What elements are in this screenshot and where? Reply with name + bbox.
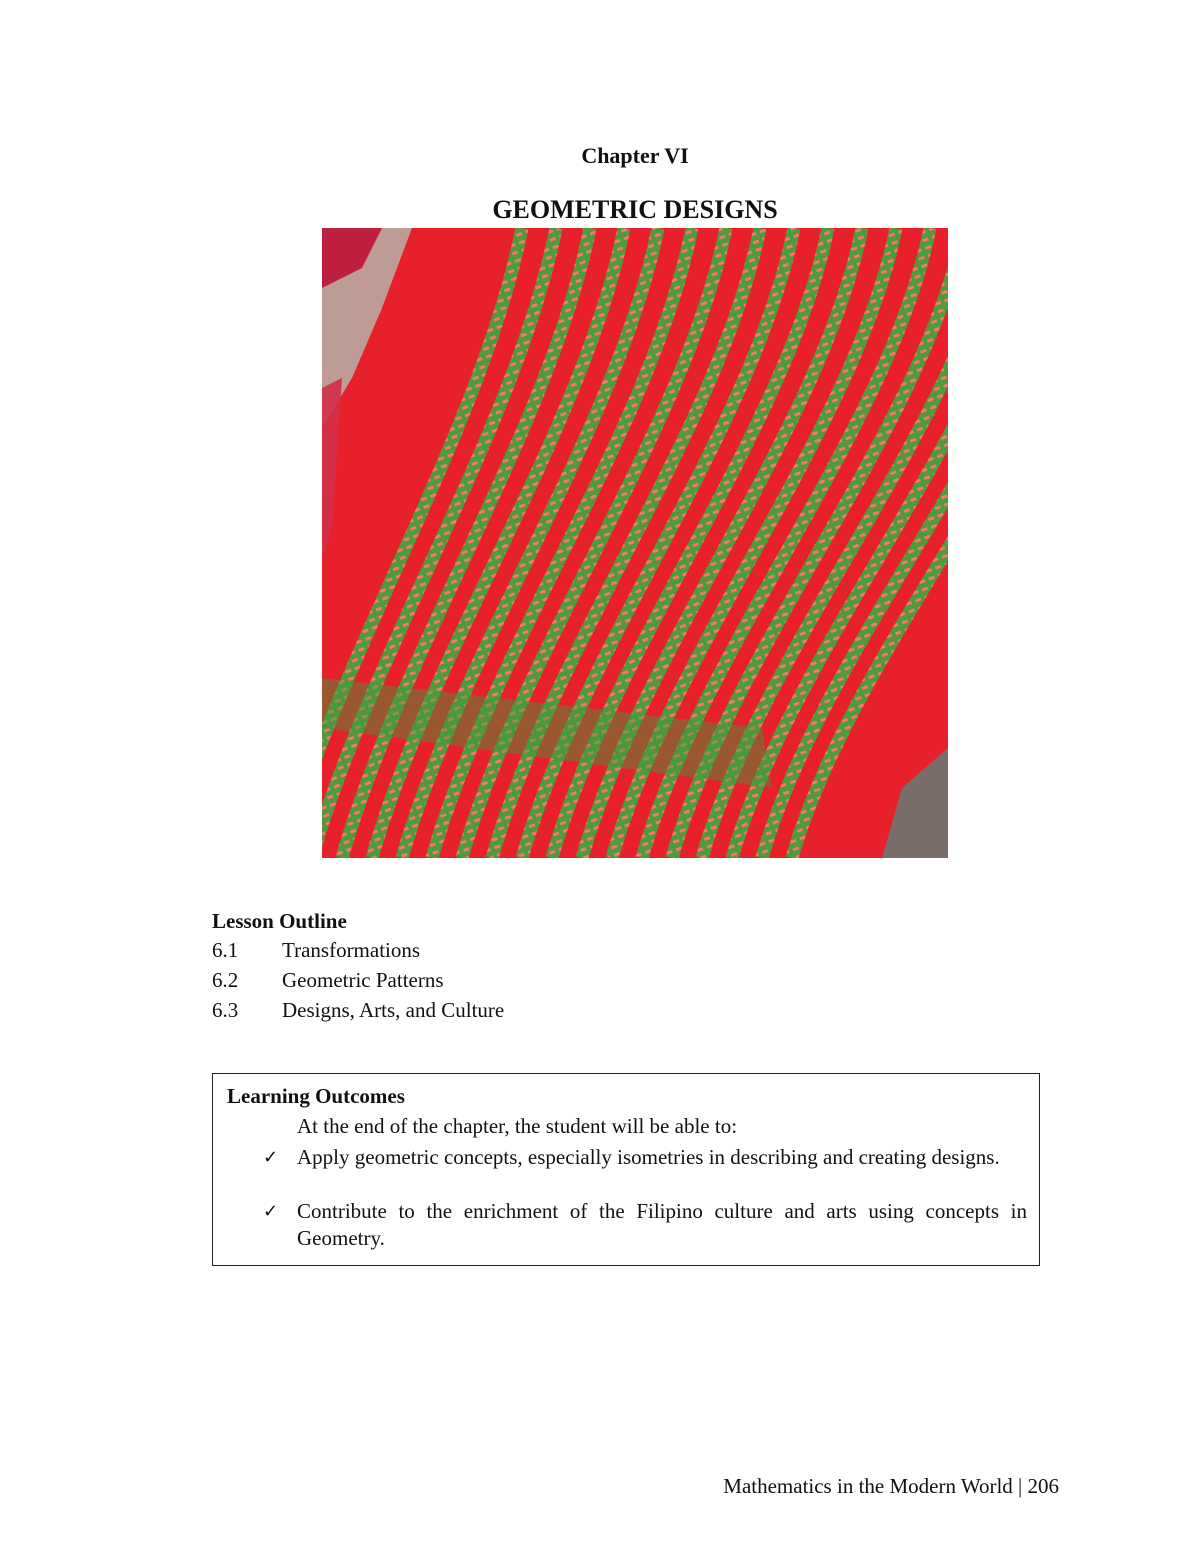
check-icon: ✓	[263, 1201, 279, 1222]
learning-outcome-item	[263, 1198, 1027, 1252]
learning-outcomes-box	[212, 1073, 1040, 1266]
outline-item-number: 6.1	[212, 938, 239, 962]
chapter-title: GEOMETRIC DESIGNS	[492, 195, 778, 224]
outline-item-number: 6.2	[212, 968, 239, 992]
outline-item	[212, 967, 612, 997]
outline-item-number: 6.3	[212, 998, 239, 1022]
chapter-label: Chapter VI	[581, 143, 689, 168]
lesson-outline-list	[212, 937, 612, 1027]
outline-item-title: Designs, Arts, and Culture	[282, 998, 505, 1022]
outline-item	[212, 937, 612, 967]
learning-outcome-item	[263, 1144, 1027, 1171]
lesson-outline-heading: Lesson Outline	[212, 909, 347, 933]
outline-item	[212, 997, 612, 1027]
page-footer: Mathematics in the Modern World | 206	[723, 1474, 1059, 1498]
outline-item-title: Geometric Patterns	[282, 968, 444, 992]
learning-outcome-text: Apply geometric concepts, especially isometries in describing and creating designs.	[297, 1145, 1000, 1169]
learning-outcomes-heading: Learning Outcomes	[227, 1084, 405, 1108]
learning-outcome-text: Contribute to the enrichment of the Filipino culture and arts using concepts in Geometry.	[297, 1199, 1027, 1250]
check-icon: ✓	[263, 1147, 279, 1168]
woven-fabric-image	[322, 228, 948, 858]
learning-outcomes-intro: At the end of the chapter, the student will be able to:	[297, 1114, 738, 1138]
outline-item-title: Transformations	[282, 938, 421, 962]
